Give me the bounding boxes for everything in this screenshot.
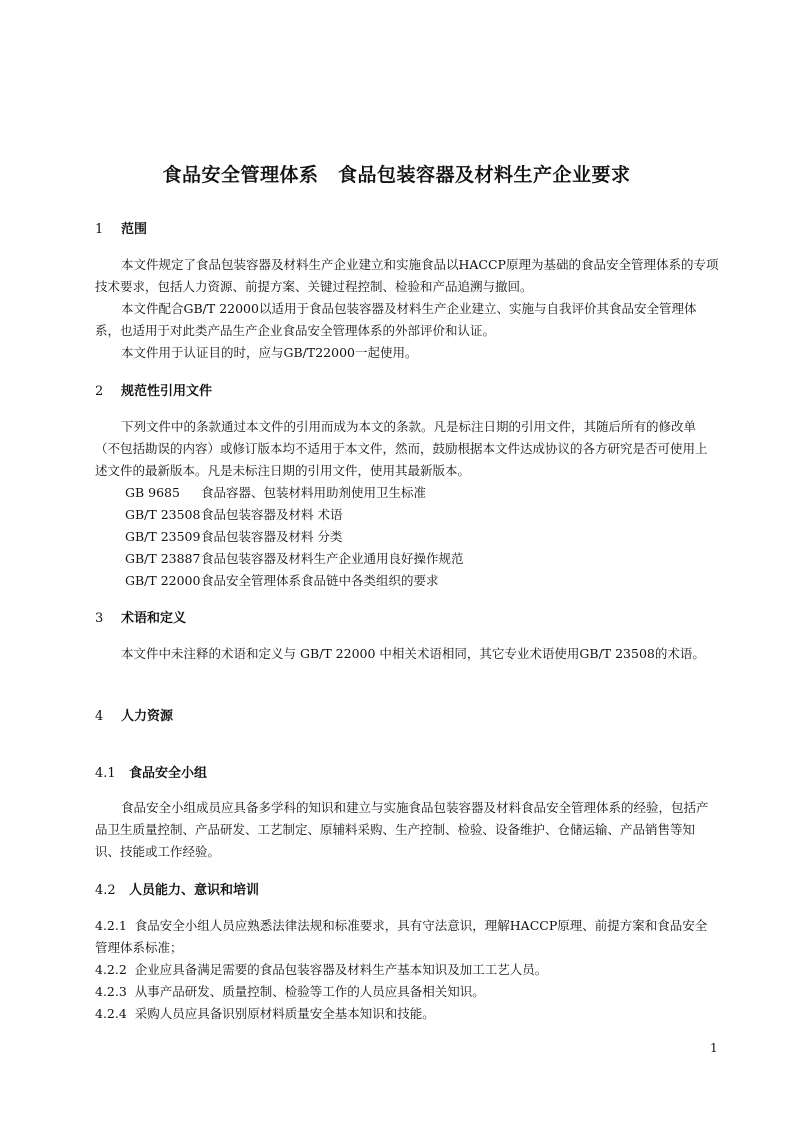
document-title: 食品安全管理体系 食品包装容器及材料生产企业要求 bbox=[162, 164, 631, 186]
reference-code: GB/T 23509 bbox=[125, 529, 201, 544]
reference-title: 食品包装容器及材料 分类 bbox=[201, 529, 343, 544]
clause-item bbox=[95, 1003, 719, 1025]
section-1-heading bbox=[95, 218, 147, 237]
clause-text: 采购人员应具备识别原材料质量安全基本知识和技能。 bbox=[134, 1006, 435, 1021]
page-number: 1 bbox=[710, 1041, 718, 1055]
section-title: 人员能力、意识和培训 bbox=[129, 883, 260, 898]
section-number: 1 bbox=[95, 222, 104, 237]
paragraph: 本文件规定了食品包装容器及材料生产企业建立和实施食品以HACCP原理为基础的食品安全管理体系的专项技术要求，包括人力资源、前提方案、关键过程控制、检验和产品追溯与撤回。 bbox=[95, 257, 719, 294]
reference-title: 食品包装容器及材料生产企业通用良好操作规范 bbox=[201, 551, 464, 566]
reference-code: GB/T 23887 bbox=[125, 551, 201, 566]
reference-item bbox=[125, 548, 464, 570]
section-number: 4.2 bbox=[95, 883, 116, 898]
reference-title: 食品容器、包装材料用助剂使用卫生标准 bbox=[201, 485, 427, 500]
section-title: 术语和定义 bbox=[121, 611, 187, 626]
section-title: 人力资源 bbox=[121, 709, 174, 724]
reference-item bbox=[125, 504, 342, 526]
reference-item bbox=[125, 482, 426, 504]
section-number: 4.1 bbox=[95, 766, 116, 781]
clause-text: 从事产品研发、质量控制、检验等工作的人员应具备相关知识。 bbox=[134, 984, 485, 999]
paragraph: 本文件中未注释的术语和定义与 GB/T 22000 中相关术语相同，其它专业术语使用GB/T 23508的术语。 bbox=[121, 646, 705, 661]
clause-text: 食品安全小组人员应熟悉法律法规和标准要求，具有守法意识，理解HACCP原理、前提方案和食品安全管理体系标准； bbox=[95, 918, 708, 955]
section-2-heading bbox=[95, 380, 212, 399]
clause-item bbox=[95, 959, 719, 981]
clause-number: 4.2.2 bbox=[95, 962, 127, 977]
reference-code: GB 9685 bbox=[125, 485, 180, 500]
subsection-4-2-heading bbox=[95, 879, 259, 898]
clause-item bbox=[95, 915, 719, 959]
section-number: 4 bbox=[95, 709, 104, 724]
reference-code: GB/T 22000 bbox=[125, 573, 201, 588]
clause-text: 企业应具备满足需要的食品包装容器及材料生产基本知识及加工工艺人员。 bbox=[134, 962, 548, 977]
paragraph: 下列文件中的条款通过本文件的引用而成为本文的条款。凡是标注日期的引用文件，其随后所有的修改单（不包括勘误的内容）或修订版本均不适用于本文件，然而，鼓励根据本文件达成协议的各方研究是否可使用上述文件的最新版本。凡是未标注日期的引用文件，使用其最新版本。 bbox=[95, 419, 708, 478]
section-title: 规范性引用文件 bbox=[121, 384, 213, 399]
reference-code: GB/T 23508 bbox=[125, 507, 201, 522]
clause-item bbox=[95, 981, 719, 1003]
reference-item bbox=[125, 526, 342, 548]
section-3-heading bbox=[95, 607, 186, 626]
paragraph: 食品安全小组成员应具备多学科的知识和建立与实施食品包装容器及材料食品安全管理体系的经验，包括产品卫生质量控制、产品研发、工艺制定、原辅料采购、生产控制、检验、设备维护、仓储运输、产品销售等知识、技能或工作经验。 bbox=[95, 800, 709, 859]
paragraph: 本文件用于认证目的时，应与GB/T22000一起使用。 bbox=[121, 345, 418, 360]
section-number: 2 bbox=[95, 384, 104, 399]
subsection-4-1-heading bbox=[95, 762, 207, 781]
paragraph: 本文件配合GB/T 22000以适用于食品包装容器及材料生产企业建立、实施与自我评价其食品安全管理体系，也适用于对此类产品生产企业食品安全管理体系的外部评价和认证。 bbox=[95, 301, 697, 338]
section-4-heading bbox=[95, 705, 173, 724]
clause-number: 4.2.3 bbox=[95, 984, 127, 999]
clause-number: 4.2.1 bbox=[95, 918, 127, 933]
section-title: 范围 bbox=[121, 222, 148, 237]
section-number: 3 bbox=[95, 611, 104, 626]
reference-item bbox=[125, 570, 439, 592]
reference-title: 食品安全管理体系食品链中各类组织的要求 bbox=[201, 573, 439, 588]
clause-number: 4.2.4 bbox=[95, 1006, 127, 1021]
reference-title: 食品包装容器及材料 术语 bbox=[201, 507, 343, 522]
section-title: 食品安全小组 bbox=[129, 766, 208, 781]
